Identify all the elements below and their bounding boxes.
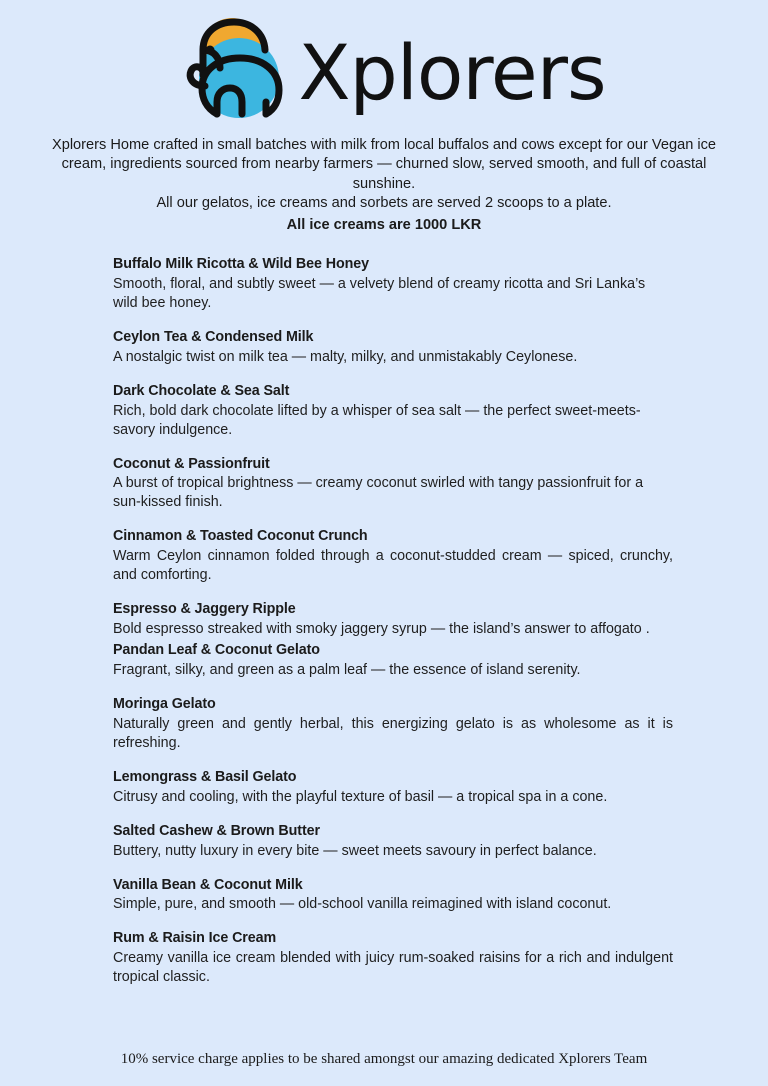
intro-line-1: Xplorers Home crafted in small batches with milk from local buffalos and cows except for our Vegan ice cream, ingredients sourced from nearby farmers — churned slow, served smooth, and full of coastal sunshine. [51,137,717,192]
menu-item-name: Coconut & Passionfruit [113,455,270,472]
menu-item-description: Rich, bold dark chocolate lifted by a whisper of sea salt — the perfect sweet-meets-savory indulgence. [113,402,641,438]
menu-item-description: Bold espresso streaked with smoky jaggery syrup — the island’s answer to affogato . [113,621,650,638]
price-note: All ice creams are 1000 LKR [286,216,482,233]
menu-item [113,876,673,915]
menu-item-description: A burst of tropical brightness — creamy coconut swirled with tangy passionfruit for a sun-kissed finish. [113,475,644,511]
menu-item-name: Rum & Raisin Ice Cream [113,930,277,947]
menu-item-description: Simple, pure, and smooth — old-school vanilla reimagined with island coconut. [113,896,612,913]
menu-item [113,255,673,313]
logo-lockup [162,14,605,126]
menu-item-description: A nostalgic twist on milk tea — malty, milky, and unmistakably Ceylonese. [113,348,578,365]
menu-item-name: Lemongrass & Basil Gelato [113,768,297,785]
menu-item-name: Pandan Leaf & Coconut Gelato [113,642,320,659]
menu-list [95,255,673,987]
menu-item-description: Creamy vanilla ice cream blended with juicy rum-soaked raisins for a rich and indulgent tropical classic. [113,950,673,986]
menu-item [113,527,673,585]
menu-item-description: Citrusy and cooling, with the playful texture of basil — a tropical spa in a cone. [113,788,608,805]
menu-item-name: Moringa Gelato [113,696,216,713]
menu-item-name: Dark Chocolate & Sea Salt [113,382,290,399]
menu-item [113,382,673,440]
menu-item-description: Warm Ceylon cinnamon folded through a coconut-studded cream — spiced, crunchy, and comforting. [113,548,673,584]
menu-item [113,768,673,807]
brand-wordmark: Xplorers [298,28,606,117]
menu-item-name: Buffalo Milk Ricotta & Wild Bee Honey [113,256,369,273]
menu-item-description: Fragrant, silky, and green as a palm leaf — the essence of island serenity. [113,662,581,679]
menu-item [113,822,673,861]
elephant-sun-logo-icon [162,14,312,126]
intro-line-2: All our gelatos, ice creams and sorbets are served 2 scoops to a plate. [156,195,612,212]
menu-item [113,641,673,680]
menu-item-name: Espresso & Jaggery Ripple [113,601,296,618]
menu-item-name: Ceylon Tea & Condensed Milk [113,328,314,345]
footer-note: 10% service charge applies to be shared amongst our amazing dedicated Xplorers Team [120,1051,648,1067]
menu-item-description: Smooth, floral, and subtly sweet — a velvety blend of creamy ricotta and Sri Lanka’s wild bee honey. [113,275,646,311]
menu-item [113,455,673,513]
menu-item-name: Cinnamon & Toasted Coconut Crunch [113,528,368,545]
menu-item-name: Vanilla Bean & Coconut Milk [113,876,303,893]
intro-block [0,136,768,235]
menu-item [113,695,673,753]
menu-item-description: Naturally green and gently herbal, this energizing gelato is as wholesome as it is refreshing. [113,715,673,751]
menu-item-description: Buttery, nutty luxury in every bite — sweet meets savoury in perfect balance. [113,842,597,859]
menu-item [113,600,673,639]
menu-item [113,929,673,987]
logo-header [0,0,768,136]
menu-item [113,328,673,367]
menu-item-name: Salted Cashew & Brown Butter [113,822,320,839]
